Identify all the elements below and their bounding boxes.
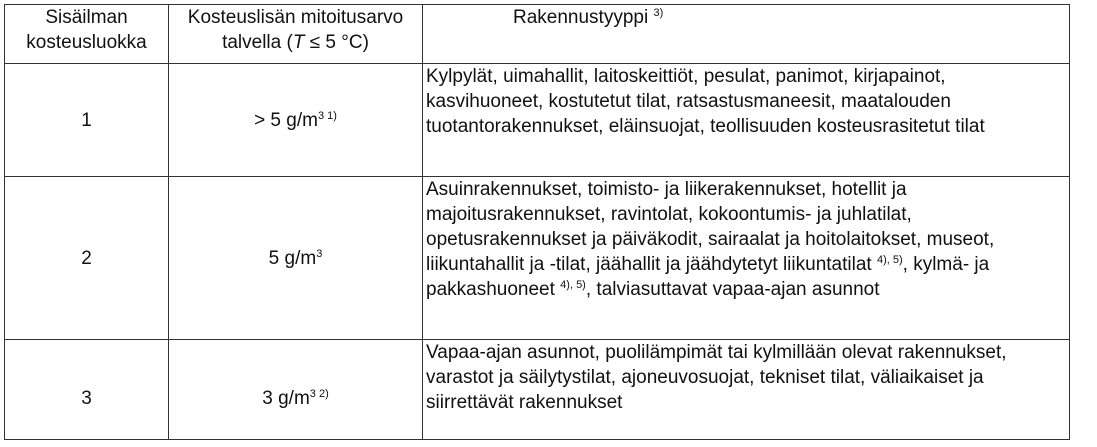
table-row: [5, 340, 1070, 440]
header-humidity-class-line2: kosteusluokka: [26, 32, 147, 53]
header-design-value-line2: talvella (T ≤ 5 °C): [222, 32, 369, 53]
row-1-class: 1: [5, 64, 169, 177]
row-1-building-types: Kylpylät, uimahallit, laitoskeittiöt, pesulat, panimot, kirjapainot, kasvihuoneet, kostutetut tilat, ratsastusmaneesit, maatalouden tuotantorakennukset, eläinsuojat, teollisuuden kosteusrasitetut tilat: [423, 64, 1070, 177]
row-2-value: 5 $g/m^3$: [169, 177, 423, 340]
row-3-value: 3 $g/m^{3 2)}$: [169, 340, 423, 440]
row-2-class: 2: [5, 177, 169, 340]
header-building-type-label: Rakennustyyppi: [513, 7, 649, 28]
header-humidity-class-line1: Sisäilman: [45, 7, 128, 28]
header-humidity-class: [5, 5, 169, 64]
table-row: [5, 177, 1070, 340]
table-row: [5, 64, 1070, 177]
header-row: [5, 5, 1070, 64]
row-3-building-types: Vapaa-ajan asunnot, puolilämpimät tai kylmillään olevat rakennukset, varastot ja säilytystilat, ajoneuvosuojat, tekniset tilat, väliaikaiset ja siirrettävät rakennukset: [423, 340, 1070, 440]
header-design-value-line1: Kosteuslisän mitoitusarvo: [187, 7, 404, 28]
row-1-value: > 5 $g/m^{3 1)}$: [169, 64, 423, 177]
humidity-class-table: [4, 4, 1070, 440]
row-3-class: 3: [5, 340, 169, 440]
header-design-value: [169, 5, 423, 64]
header-building-type-note: 3): [653, 7, 664, 19]
header-building-type: [423, 5, 1070, 64]
row-2-building-types: Asuinrakennukset, toimisto- ja liikerakennukset, hotellit ja majoitusrakennukset, ravintolat, kokoontumis- ja juhlatilat, opetusrakennukset ja päiväkodit, sairaalat ja hoitolaitokset, museot, liikuntahallit ja -tilat, jäähallit ja jäähdytetyt liikuntatilat $^{4), 5)}$, kylmä- ja pakkashuoneet $^{4), 5)}$, talviasuttavat vapaa-ajan asunnot: [423, 177, 1070, 340]
